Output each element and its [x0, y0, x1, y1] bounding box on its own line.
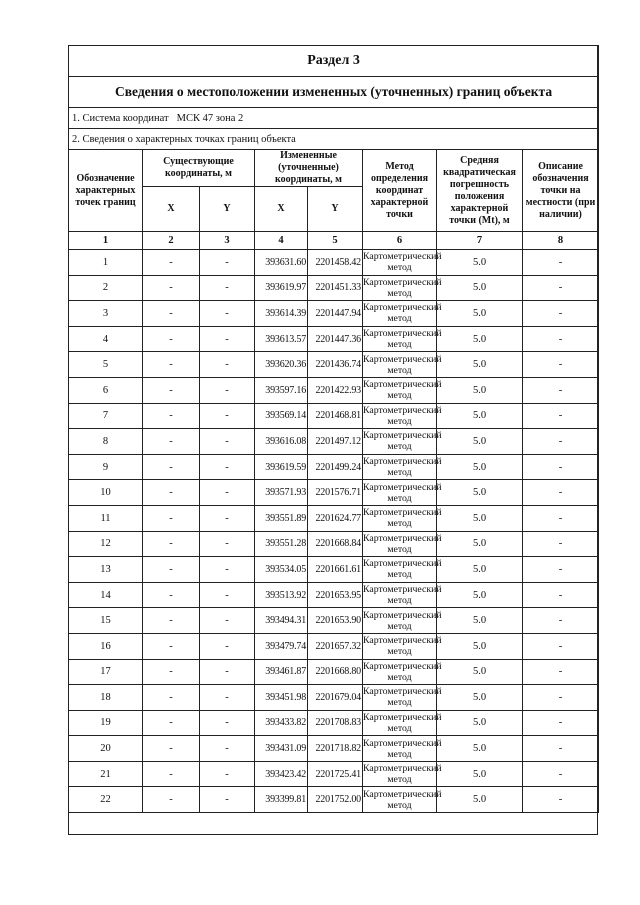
cell-accuracy: 5.0	[437, 685, 523, 711]
cell-point-number: 22	[69, 787, 143, 813]
cell-accuracy: 5.0	[437, 403, 523, 429]
cell-accuracy: 5.0	[437, 275, 523, 301]
cell-method: Картометрический метод	[363, 379, 442, 402]
table-row	[69, 736, 599, 762]
cell-changed-y: 2201668.84	[308, 531, 363, 557]
cell-description: -	[523, 531, 599, 557]
cell-existing-y: -	[200, 659, 255, 685]
boundary-points-table	[68, 45, 599, 813]
cell-method: Картометрический метод	[363, 481, 442, 504]
cell-method: Картометрический метод	[363, 302, 442, 325]
cell-point-number: 17	[69, 659, 143, 685]
cell-changed-y: 2201468.81	[308, 403, 363, 429]
cell-changed-y: 2201661.61	[308, 557, 363, 583]
cell-description: -	[523, 787, 599, 813]
cell-point-number: 11	[69, 505, 143, 531]
table-row	[69, 275, 599, 301]
cell-changed-x: 393614.39	[255, 301, 308, 327]
cell-accuracy: 5.0	[437, 377, 523, 403]
cell-description: -	[523, 582, 599, 608]
cell-existing-x: -	[143, 710, 200, 736]
cell-method: Картометрический метод	[363, 788, 442, 811]
cell-point-number: 8	[69, 429, 143, 455]
cell-changed-x: 393616.08	[255, 429, 308, 455]
cell-method: Картометрический метод	[363, 532, 442, 555]
cell-description: -	[523, 275, 599, 301]
cell-existing-y: -	[200, 454, 255, 480]
cell-description: -	[523, 710, 599, 736]
cell-changed-y: 2201657.32	[308, 633, 363, 659]
coord-system-value: МСК 47 зона 2	[176, 112, 244, 124]
cell-point-number: 7	[69, 403, 143, 429]
cell-point-number: 14	[69, 582, 143, 608]
cell-point-number: 1	[69, 250, 143, 276]
header-existing-y: Y	[200, 187, 255, 232]
cell-accuracy: 5.0	[437, 761, 523, 787]
header-existing-coords: Существующие координаты, м	[143, 150, 255, 187]
cell-existing-y: -	[200, 557, 255, 583]
cell-point-number: 9	[69, 454, 143, 480]
cell-changed-y: 2201497.12	[308, 429, 363, 455]
cell-changed-y: 2201718.82	[308, 736, 363, 762]
cell-description: -	[523, 505, 599, 531]
header-existing-x: X	[143, 187, 200, 232]
cell-description: -	[523, 454, 599, 480]
cell-changed-x: 393513.92	[255, 582, 308, 608]
cell-point-number: 10	[69, 480, 143, 506]
cell-existing-y: -	[200, 505, 255, 531]
table-row	[69, 582, 599, 608]
document-title: Сведения о местоположении измененных (уточненных) границ объекта	[69, 77, 599, 108]
cell-method: Картометрический метод	[363, 353, 442, 376]
cell-point-number: 4	[69, 326, 143, 352]
cell-existing-y: -	[200, 326, 255, 352]
table-row	[69, 250, 599, 276]
cell-existing-x: -	[143, 761, 200, 787]
cell-changed-y: 2201679.04	[308, 685, 363, 711]
cell-point-number: 3	[69, 301, 143, 327]
cell-accuracy: 5.0	[437, 710, 523, 736]
cell-description: -	[523, 557, 599, 583]
cell-accuracy: 5.0	[437, 505, 523, 531]
cell-accuracy: 5.0	[437, 582, 523, 608]
cell-changed-y: 2201708.83	[308, 710, 363, 736]
cell-existing-y: -	[200, 352, 255, 378]
table-row	[69, 377, 599, 403]
cell-changed-x: 393461.87	[255, 659, 308, 685]
cell-description: -	[523, 301, 599, 327]
cell-accuracy: 5.0	[437, 301, 523, 327]
cell-accuracy: 5.0	[437, 736, 523, 762]
col-number: 6	[363, 232, 437, 250]
cell-method: Картометрический метод	[363, 328, 442, 351]
cell-method: Картометрический метод	[363, 660, 442, 683]
col-number: 4	[255, 232, 308, 250]
table-row	[69, 480, 599, 506]
cell-changed-y: 2201499.24	[308, 454, 363, 480]
cell-existing-x: -	[143, 429, 200, 455]
col-number: 2	[143, 232, 200, 250]
cell-description: -	[523, 480, 599, 506]
cell-changed-x: 393494.31	[255, 608, 308, 634]
cell-existing-x: -	[143, 275, 200, 301]
cell-existing-y: -	[200, 685, 255, 711]
cell-existing-y: -	[200, 787, 255, 813]
cell-method: Картометрический метод	[363, 763, 442, 786]
cell-description: -	[523, 326, 599, 352]
table-row	[69, 608, 599, 634]
cell-method: Картометрический метод	[363, 276, 442, 299]
cell-existing-x: -	[143, 557, 200, 583]
cell-description: -	[523, 633, 599, 659]
cell-changed-x: 393613.57	[255, 326, 308, 352]
cell-changed-y: 2201447.36	[308, 326, 363, 352]
cell-existing-y: -	[200, 531, 255, 557]
cell-method: Картометрический метод	[363, 686, 442, 709]
cell-point-number: 12	[69, 531, 143, 557]
cell-point-number: 21	[69, 761, 143, 787]
cell-existing-x: -	[143, 403, 200, 429]
col-number: 8	[523, 232, 599, 250]
cell-method: Картометрический метод	[363, 456, 442, 479]
cell-description: -	[523, 659, 599, 685]
cell-existing-x: -	[143, 250, 200, 276]
cell-existing-y: -	[200, 275, 255, 301]
cell-changed-y: 2201447.94	[308, 301, 363, 327]
cell-changed-x: 393619.97	[255, 275, 308, 301]
cell-accuracy: 5.0	[437, 787, 523, 813]
header-changed-x: X	[255, 187, 308, 232]
cell-changed-x: 393551.28	[255, 531, 308, 557]
cell-changed-x: 393399.81	[255, 787, 308, 813]
cell-existing-y: -	[200, 633, 255, 659]
cell-description: -	[523, 761, 599, 787]
cell-changed-x: 393569.14	[255, 403, 308, 429]
cell-changed-y: 2201653.90	[308, 608, 363, 634]
header-changed-coords: Измененные (уточненные) координаты, м	[255, 150, 363, 187]
cell-point-number: 6	[69, 377, 143, 403]
cell-method: Картометрический метод	[363, 558, 442, 581]
table-row	[69, 429, 599, 455]
table-row	[69, 633, 599, 659]
cell-point-number: 20	[69, 736, 143, 762]
cell-point-number: 13	[69, 557, 143, 583]
table-row	[69, 301, 599, 327]
col-number: 5	[308, 232, 363, 250]
cell-description: -	[523, 429, 599, 455]
cell-changed-x: 393423.42	[255, 761, 308, 787]
cell-method: Картометрический метод	[363, 711, 442, 734]
table-row	[69, 659, 599, 685]
cell-existing-x: -	[143, 659, 200, 685]
cell-changed-x: 393451.98	[255, 685, 308, 711]
table-row	[69, 710, 599, 736]
cell-existing-x: -	[143, 352, 200, 378]
coord-system-label: 1. Система координат	[72, 112, 169, 124]
cell-accuracy: 5.0	[437, 608, 523, 634]
cell-accuracy: 5.0	[437, 557, 523, 583]
table-row	[69, 557, 599, 583]
cell-changed-x: 393534.05	[255, 557, 308, 583]
cell-changed-y: 2201458.42	[308, 250, 363, 276]
cell-point-number: 5	[69, 352, 143, 378]
cell-method: Картометрический метод	[363, 737, 442, 760]
cell-existing-x: -	[143, 582, 200, 608]
cell-changed-y: 2201422.93	[308, 377, 363, 403]
cell-point-number: 19	[69, 710, 143, 736]
cell-method: Картометрический метод	[363, 507, 442, 530]
cell-existing-y: -	[200, 582, 255, 608]
cell-changed-y: 2201725.41	[308, 761, 363, 787]
cell-existing-y: -	[200, 736, 255, 762]
col-number: 1	[69, 232, 143, 250]
table-row	[69, 685, 599, 711]
header-designation: Обозначение характерных точек границ	[69, 150, 143, 232]
cell-description: -	[523, 736, 599, 762]
cell-existing-y: -	[200, 608, 255, 634]
cell-changed-x: 393620.36	[255, 352, 308, 378]
cell-existing-y: -	[200, 429, 255, 455]
cell-existing-y: -	[200, 480, 255, 506]
cell-changed-y: 2201451.33	[308, 275, 363, 301]
table-row	[69, 326, 599, 352]
cell-changed-y: 2201668.80	[308, 659, 363, 685]
table-row	[69, 454, 599, 480]
cell-existing-x: -	[143, 736, 200, 762]
cell-existing-x: -	[143, 787, 200, 813]
cell-accuracy: 5.0	[437, 633, 523, 659]
cell-method: Картометрический метод	[363, 584, 442, 607]
cell-point-number: 2	[69, 275, 143, 301]
cell-accuracy: 5.0	[437, 480, 523, 506]
cell-changed-y: 2201752.00	[308, 787, 363, 813]
table-row	[69, 352, 599, 378]
cell-description: -	[523, 608, 599, 634]
cell-existing-x: -	[143, 633, 200, 659]
cell-existing-x: -	[143, 531, 200, 557]
cell-existing-x: -	[143, 480, 200, 506]
cell-description: -	[523, 403, 599, 429]
cell-description: -	[523, 377, 599, 403]
cell-accuracy: 5.0	[437, 659, 523, 685]
cell-existing-x: -	[143, 377, 200, 403]
cell-changed-y: 2201576.71	[308, 480, 363, 506]
cell-existing-x: -	[143, 505, 200, 531]
cell-accuracy: 5.0	[437, 429, 523, 455]
cell-changed-y: 2201653.95	[308, 582, 363, 608]
header-changed-y: Y	[308, 187, 363, 232]
cell-method: Картометрический метод	[363, 635, 442, 658]
cell-accuracy: 5.0	[437, 326, 523, 352]
cell-method: Картометрический метод	[363, 251, 442, 274]
cell-existing-y: -	[200, 301, 255, 327]
cell-existing-x: -	[143, 685, 200, 711]
header-method: Метод определения координат характерной точки	[363, 150, 437, 232]
cell-changed-y: 2201436.74	[308, 352, 363, 378]
cell-accuracy: 5.0	[437, 531, 523, 557]
section-title: Раздел 3	[69, 46, 599, 77]
header-description: Описание обозначения точки на местности (при наличии)	[523, 150, 599, 232]
column-numbers-row	[69, 232, 599, 250]
table-row	[69, 531, 599, 557]
cell-existing-x: -	[143, 326, 200, 352]
cell-changed-x: 393551.89	[255, 505, 308, 531]
cell-changed-x: 393431.09	[255, 736, 308, 762]
cell-accuracy: 5.0	[437, 454, 523, 480]
cell-changed-x: 393597.16	[255, 377, 308, 403]
cell-method: Картометрический метод	[363, 609, 442, 632]
cell-description: -	[523, 685, 599, 711]
cell-accuracy: 5.0	[437, 250, 523, 276]
table-row	[69, 787, 599, 813]
cell-existing-y: -	[200, 710, 255, 736]
cell-existing-x: -	[143, 301, 200, 327]
col-number: 7	[437, 232, 523, 250]
cell-description: -	[523, 352, 599, 378]
col-number: 3	[200, 232, 255, 250]
header-accuracy: Средняя квадратическая погрешность положения характерной точки (Mt), м	[437, 150, 523, 232]
cell-changed-x: 393631.60	[255, 250, 308, 276]
cell-existing-y: -	[200, 761, 255, 787]
cell-changed-x: 393479.74	[255, 633, 308, 659]
table-row	[69, 403, 599, 429]
points-section-title: 2. Сведения о характерных точках границ объекта	[69, 129, 599, 150]
coord-system-line	[69, 108, 599, 129]
cell-existing-x: -	[143, 454, 200, 480]
cell-description: -	[523, 250, 599, 276]
cell-changed-x: 393433.82	[255, 710, 308, 736]
table-row	[69, 505, 599, 531]
table-row	[69, 761, 599, 787]
cell-point-number: 16	[69, 633, 143, 659]
cell-method: Картометрический метод	[363, 404, 442, 427]
cell-existing-x: -	[143, 608, 200, 634]
cell-existing-y: -	[200, 403, 255, 429]
cell-point-number: 18	[69, 685, 143, 711]
cell-accuracy: 5.0	[437, 352, 523, 378]
cell-existing-y: -	[200, 377, 255, 403]
cell-existing-y: -	[200, 250, 255, 276]
cell-method: Картометрический метод	[363, 430, 442, 453]
cell-changed-x: 393619.59	[255, 454, 308, 480]
cell-changed-x: 393571.93	[255, 480, 308, 506]
cell-changed-y: 2201624.77	[308, 505, 363, 531]
cell-point-number: 15	[69, 608, 143, 634]
